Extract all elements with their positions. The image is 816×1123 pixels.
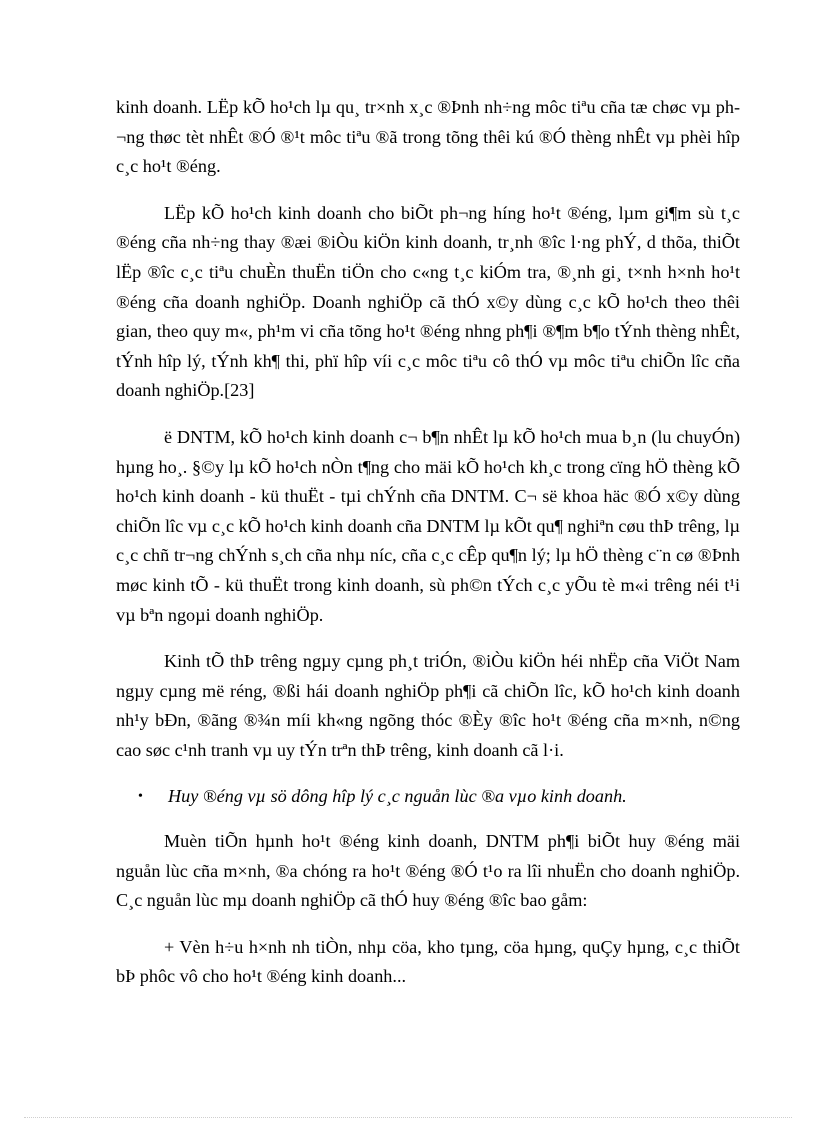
paragraph-planning-benefits: LËp kÕ ho¹ch kinh doanh cho biÕt ph¬ng híng ho¹t ®éng, lµm gi¶m sù t¸c ®éng cña nh÷ng thay ®æi ®iÒu kiÖn kinh doanh, tr¸nh ®îc l·ng phÝ, d thõa, thiÕt lËp ®îc c¸c tiªu chuÈn thuËn tiÖn cho c«ng t¸c kiÓm tra, ®¸nh gi¸ t×nh h×nh ho¹t ®éng cña doanh nghiÖp. Doanh nghiÖp cã thÓ x©y dùng c¸c kÕ ho¹ch theo thêi gian, theo quy m«, ph¹m vi cña tõng ho¹t ®éng nhng ph¶i ®¶m b¶o tÝnh thèng nhÊt, tÝnh hîp lý, tÝnh kh¶ thi, phï hîp víi c¸c môc tiªu cô thÓ vµ môc tiªu chiÕn lîc cña doanh nghiÖp.[23] (116, 202, 740, 401)
bullet-marker: • (138, 789, 143, 805)
bullet-item-resources (116, 782, 740, 812)
bullet-text: Huy ®éng vµ sö dông hîp lý c¸c nguån lùc ®a vµo kinh doanh. (168, 786, 627, 807)
paragraph-tangible-capital: + Vèn h÷u h×nh nh tiÒn, nhµ cöa, kho tµng, cöa hµng, quÇy hµng, c¸c thiÕt bÞ phôc vô cho ho¹t ®éng kinh doanh... (116, 936, 740, 987)
paragraph-market-economy: Kinh tÕ thÞ trêng ngµy cµng ph¸t triÓn, ®iÒu kiÖn héi nhËp cña ViÖt Nam ngµy cµng më réng, ®ßi hái doanh nghiÖp ph¶i cã chiÕn lîc, kÕ ho¹ch kinh doanh nh¹y bÐn, ®ãng ®¾n míi kh«ng ngõng thóc ®Èy ®îc ho¹t ®éng cña m×nh, n©ng cao søc c¹nh tranh vµ uy tÝn trªn thÞ trêng, kinh doanh cã l·i. (116, 651, 740, 760)
paragraph-planning-definition: kinh doanh. LËp kÕ ho¹ch lµ qu¸ tr×nh x¸c ®Þnh nh÷ng môc tiªu cña tæ chøc vµ ph¬ng thøc tèt nhÊt ®Ó ®¹t môc tiªu ®ã trong tõng thêi kú ®Ó thèng nhÊt vµ phèi hîp c¸c ho¹t ®éng. (116, 97, 740, 177)
paragraph-mobilize-resources: Muèn tiÕn hµnh ho¹t ®éng kinh doanh, DNTM ph¶i biÕt huy ®éng mäi nguån lùc cña m×nh, ®a chóng ra ho¹t ®éng ®Ó t¹o ra lîi nhuËn cho doanh nghiÖp. C¸c nguån lùc mµ doanh nghiÖp cã thÓ huy ®éng ®îc bao gåm: (116, 831, 740, 911)
paragraph-dntm-planning: ë DNTM, kÕ ho¹ch kinh doanh c¬ b¶n nhÊt lµ kÕ ho¹ch mua b¸n (lu chuyÓn) hµng ho¸. §©y lµ kÕ ho¹ch nÒn t¶ng cho mäi kÕ ho¹ch kh¸c trong cïng hÖ thèng kÕ ho¹ch kinh doanh - kü thuËt - tµi chÝnh cña DNTM. C¬ së khoa häc ®Ó x©y dùng chiÕn lîc vµ c¸c kÕ ho¹ch kinh doanh cña DNTM lµ kÕt qu¶ nghiªn cøu thÞ trêng, lµ c¸c chñ tr¬ng chÝnh s¸ch cña nhµ níc, cña c¸c cÊp qu¶n lý; lµ hÖ thèng c¨n cø ®Þnh møc kinh tÕ - kü thuËt trong kinh doanh, sù ph©n tÝch c¸c yÕu tè m«i trêng néi t¹i vµ bªn ngoµi doanh nghiÖp. (116, 426, 740, 625)
document-body (116, 93, 740, 1009)
page-bottom-divider (24, 1117, 792, 1118)
